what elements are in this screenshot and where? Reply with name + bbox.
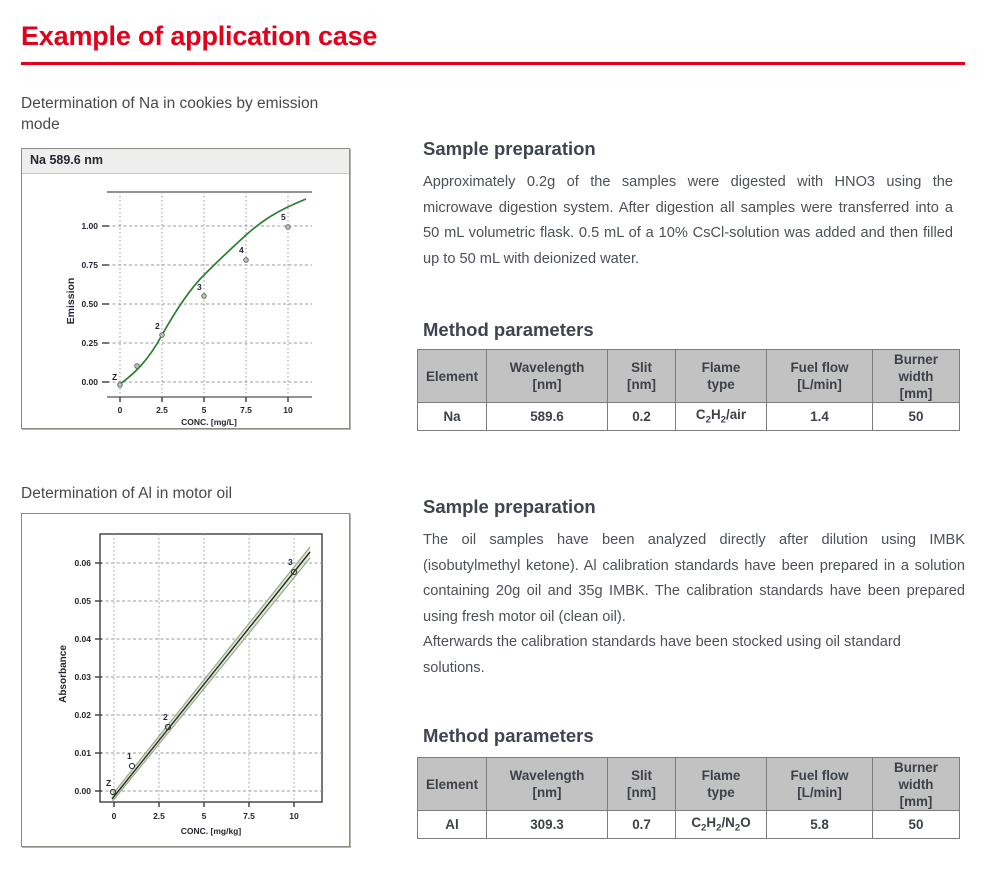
- th-slit: Slit [nm]: [608, 758, 676, 811]
- svg-text:5: 5: [281, 212, 286, 222]
- section-caption-al: Determination of Al in motor oil: [21, 485, 233, 502]
- svg-text:0.06: 0.06: [74, 558, 91, 568]
- chart-ytick-labels-na: [81, 221, 98, 387]
- th-slit: Slit [nm]: [608, 350, 676, 403]
- heading-sample-preparation-al: Sample preparation: [423, 496, 596, 517]
- section-caption-na: Determination of Na in cookies by emission mode: [21, 95, 319, 133]
- td-element: Na: [418, 403, 487, 431]
- svg-text:0.01: 0.01: [74, 748, 91, 758]
- td-wavelength: 309.3: [487, 811, 608, 839]
- svg-text:3: 3: [197, 282, 202, 292]
- th-fuel-flow: Fuel flow [L/min]: [767, 350, 873, 403]
- svg-text:0.00: 0.00: [81, 377, 98, 387]
- td-element: Al: [418, 811, 487, 839]
- chart-xtick-labels-al: [112, 811, 299, 821]
- calibration-chart-na: [22, 149, 349, 428]
- svg-text:0.25: 0.25: [81, 338, 98, 348]
- th-element: Element: [418, 758, 487, 811]
- title-divider: [21, 62, 965, 65]
- td-fuel-flow: 1.4: [767, 403, 873, 431]
- chart-xtick-labels-na: [118, 405, 293, 415]
- svg-text:0.03: 0.03: [74, 672, 91, 682]
- svg-text:0.75: 0.75: [81, 260, 98, 270]
- th-flame-type: Flame type: [676, 350, 767, 403]
- table-row: [418, 811, 960, 839]
- td-burner-width: 50: [873, 811, 960, 839]
- heading-method-parameters-al: Method parameters: [423, 725, 594, 746]
- chart-yticks-na: [102, 226, 109, 382]
- svg-text:10: 10: [283, 405, 293, 415]
- chart-point-labels-na: [112, 212, 286, 382]
- th-burner-width: Burner width [mm]: [873, 350, 960, 403]
- chart-xlabel-al: CONC. [mg/kg]: [180, 826, 242, 836]
- chart-panel-na: [21, 148, 350, 429]
- td-flame-type: $C_2H_2/N_2O$: [676, 811, 767, 839]
- chart-ytick-labels-al: [74, 558, 91, 796]
- chart-yticks-al: [95, 563, 102, 791]
- svg-text:2.5: 2.5: [153, 811, 165, 821]
- svg-text:0.00: 0.00: [74, 786, 91, 796]
- th-wavelength: Wavelength [nm]: [487, 350, 608, 403]
- text-sample-preparation-al: [423, 528, 965, 681]
- svg-text:4: 4: [239, 245, 244, 255]
- td-slit: 0.7: [608, 811, 676, 839]
- chart-band-lower-al: [112, 558, 310, 802]
- svg-text:2: 2: [163, 712, 168, 722]
- svg-text:0.04: 0.04: [74, 634, 91, 644]
- text-sample-preparation-na: Approximately 0.2g of the samples were digested with HNO3 using the microwave digestion system. After digestion all samples were transferred into a 50 mL volumetric flask. 0.5 mL of a 10% CsCl-solution was added and then filled up to 50 mL with deionized water.: [423, 174, 953, 267]
- td-burner-width: 50: [873, 403, 960, 431]
- svg-text:0: 0: [111, 811, 117, 821]
- svg-text:7.5: 7.5: [240, 405, 252, 415]
- table-header-row: [418, 758, 960, 811]
- svg-text:0.50: 0.50: [81, 299, 98, 309]
- heading-method-parameters-na: Method parameters: [423, 319, 594, 340]
- chart-panel-al: [21, 513, 350, 847]
- th-fuel-flow: Fuel flow [L/min]: [767, 758, 873, 811]
- svg-text:1.00: 1.00: [81, 221, 98, 231]
- td-slit: 0.2: [608, 403, 676, 431]
- svg-text:0.05: 0.05: [74, 596, 91, 606]
- chart-ylabel-na: Emission: [65, 277, 77, 325]
- chart-ylabel-al: Absorbance: [58, 645, 69, 703]
- text-paragraph-2: Afterwards the calibration standards have been stocked using oil standard solutions.: [423, 634, 901, 676]
- svg-text:3: 3: [288, 557, 293, 567]
- td-fuel-flow: 5.8: [767, 811, 873, 839]
- th-wavelength: Wavelength [nm]: [487, 758, 608, 811]
- table-row: [418, 403, 960, 431]
- method-parameters-table-al: [417, 757, 960, 839]
- heading-sample-preparation-na: Sample preparation: [423, 138, 596, 159]
- svg-text:5: 5: [201, 405, 207, 415]
- calibration-chart-al: [22, 514, 349, 846]
- chart-regression-line-al: [112, 552, 310, 799]
- svg-text:2: 2: [155, 321, 160, 331]
- chart-curve-na: [120, 199, 306, 384]
- method-parameters-table-na: [417, 349, 960, 431]
- page-title: Example of application case: [21, 21, 378, 51]
- chart-title-na: Na 589.6 nm: [30, 153, 103, 167]
- svg-text:10: 10: [289, 811, 299, 821]
- svg-text:Z: Z: [112, 372, 118, 382]
- table-header-row: [418, 350, 960, 403]
- text-paragraph-1: The oil samples have been analyzed directly after dilution using IMBK (isobutylmethyl ketone). Al calibration standards have been prepared in a solution containing 20g oil and 35g IMBK. The calibration standards have been prepared using fresh motor oil (clean oil).: [423, 532, 965, 625]
- svg-text:Z: Z: [106, 778, 112, 788]
- svg-text:5: 5: [201, 811, 207, 821]
- td-flame-type: $C_2H_2$/air: [676, 403, 767, 431]
- svg-text:2.5: 2.5: [156, 405, 168, 415]
- chart-xlabel-na: CONC. [mg/L]: [181, 417, 237, 427]
- svg-text:0: 0: [117, 405, 123, 415]
- svg-text:1: 1: [127, 751, 132, 761]
- th-element: Element: [418, 350, 487, 403]
- td-wavelength: 589.6: [487, 403, 608, 431]
- th-burner-width: Burner width [mm]: [873, 758, 960, 811]
- svg-text:7.5: 7.5: [243, 811, 255, 821]
- svg-text:0.02: 0.02: [74, 710, 91, 720]
- chart-band-upper-al: [112, 547, 310, 795]
- th-flame-type: Flame type: [676, 758, 767, 811]
